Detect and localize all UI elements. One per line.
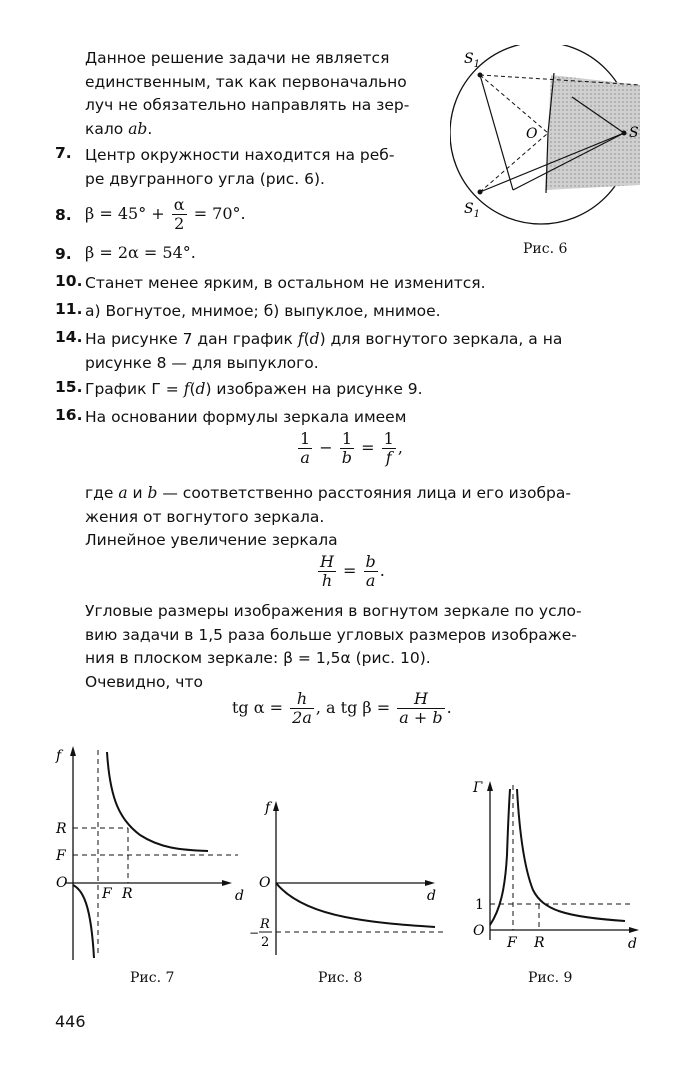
- item-number: 16.: [55, 406, 83, 424]
- x-axis-label: d: [427, 888, 436, 904]
- item-number: 10.: [55, 272, 83, 290]
- label-s1-bottom: S: [464, 201, 474, 217]
- figure-8-caption: Рис. 8: [318, 970, 363, 986]
- y-axis-label: f: [265, 800, 271, 816]
- tick-1: 1: [475, 897, 484, 913]
- item-number: 11.: [55, 300, 83, 318]
- item-15-text: График Г = f(d) изображен на рисунке 9.: [85, 380, 423, 398]
- curve: [276, 883, 435, 927]
- origin-label: O: [473, 923, 485, 939]
- item-number: 9.: [55, 245, 72, 263]
- item-number: 14.: [55, 328, 83, 346]
- tick-R: R: [56, 821, 67, 837]
- curve-left: [490, 789, 510, 925]
- xtick-R: R: [122, 886, 133, 902]
- curve-lower: [73, 885, 94, 958]
- figure-7: [50, 740, 250, 960]
- tick-F: F: [56, 848, 66, 864]
- point-s1-top: [478, 73, 483, 78]
- tangent-formula: tg α = $\frac{h}{2a}$ , а tg β = $\frac{H}{a + b}$ .: [232, 689, 452, 727]
- item-7-text: Центр окружности находится на реб- ре двугранного угла (рис. 6).: [85, 146, 395, 188]
- dashed-line: [480, 133, 548, 192]
- item-16-line1: На основании формулы зеркала имеем: [85, 408, 407, 426]
- figure-9-caption: Рис. 9: [528, 970, 573, 986]
- figure-6: [450, 45, 650, 245]
- xtick-R: R: [534, 935, 545, 951]
- intro-line: луч не обязательно направлять на зер-: [85, 96, 410, 114]
- figure-6-caption: Рис. 6: [523, 241, 568, 257]
- item-16-body-2: Угловые размеры изображения в вогнутом зеркале по усло- вию задачи в 1,5 раза больше угловых размеров изображе- ния в плоском зеркале: β = 1,5α (рис. 10). Очевидно, что: [85, 602, 582, 691]
- x-axis-label: d: [628, 936, 637, 952]
- tick-R: R: [260, 917, 270, 932]
- curve-right: [517, 789, 625, 921]
- y-axis-label: Г: [473, 780, 483, 796]
- label-s1-top: S: [464, 51, 474, 67]
- y-axis-label: f: [56, 748, 62, 764]
- xtick-F: F: [507, 935, 517, 951]
- dashed-line: [480, 75, 548, 133]
- item-16-body: где a и b — соответственно расстояния лица и его изобра- жения от вогнутого зеркала. Линейное увеличение зеркала: [85, 484, 571, 549]
- label-s: S: [629, 125, 639, 141]
- minus-sign: −: [249, 926, 260, 940]
- curve-upper: [107, 752, 208, 851]
- y-axis-arrow: [70, 746, 76, 756]
- item-number: 15.: [55, 378, 83, 396]
- x-axis-arrow: [222, 880, 232, 886]
- item-14-text: На рисунке 7 дан график f(d) для вогнутого зеркала, а на рисунке 8 — для выпуклого.: [85, 330, 563, 372]
- page-number: 446: [55, 1012, 86, 1031]
- origin-label: O: [56, 875, 68, 891]
- item-9-formula: β = 2α = 54°.: [85, 243, 196, 262]
- svg-text:S1: $S_1$: [464, 51, 480, 70]
- y-axis-arrow: [273, 801, 279, 811]
- item-8-formula: β = 45° + $\frac{\alpha}{2}$ = 70°.: [85, 195, 246, 233]
- point-s: [622, 131, 627, 136]
- item-11-text: а) Вогнутое, мнимое; б) выпуклое, мнимое.: [85, 302, 441, 320]
- intro-line: Данное решение задачи не является: [85, 49, 390, 67]
- x-axis-label: d: [235, 888, 244, 904]
- label-o: O: [526, 126, 538, 142]
- point-s1-bottom: [478, 190, 483, 195]
- figure-7-caption: Рис. 7: [130, 970, 175, 986]
- intro-line: единственным, так как первоначально: [85, 72, 407, 91]
- item-number: 8.: [55, 206, 72, 224]
- tick-2: 2: [261, 935, 270, 950]
- ray: [480, 75, 513, 190]
- figure-9: [465, 775, 650, 960]
- x-axis-arrow: [629, 927, 639, 933]
- intro-line: кало ab.: [85, 119, 153, 138]
- x-axis-arrow: [425, 880, 435, 886]
- mirror-formula: $\frac{1}{a}$ − $\frac{1}{b}$ = $\frac{1}{f}$ ,: [300, 429, 403, 467]
- magnification-formula: $\frac{H}{h}$ = $\frac{b}{a}$ .: [320, 552, 385, 590]
- origin-label: O: [259, 875, 271, 891]
- svg-text:S1: $S_1$: [464, 201, 480, 220]
- item-number: 7.: [55, 144, 72, 162]
- item-10-text: Станет менее ярким, в остальном не изменится.: [85, 274, 486, 292]
- y-axis-arrow: [487, 781, 493, 791]
- xtick-F: F: [102, 886, 112, 902]
- figure-8: [245, 795, 450, 965]
